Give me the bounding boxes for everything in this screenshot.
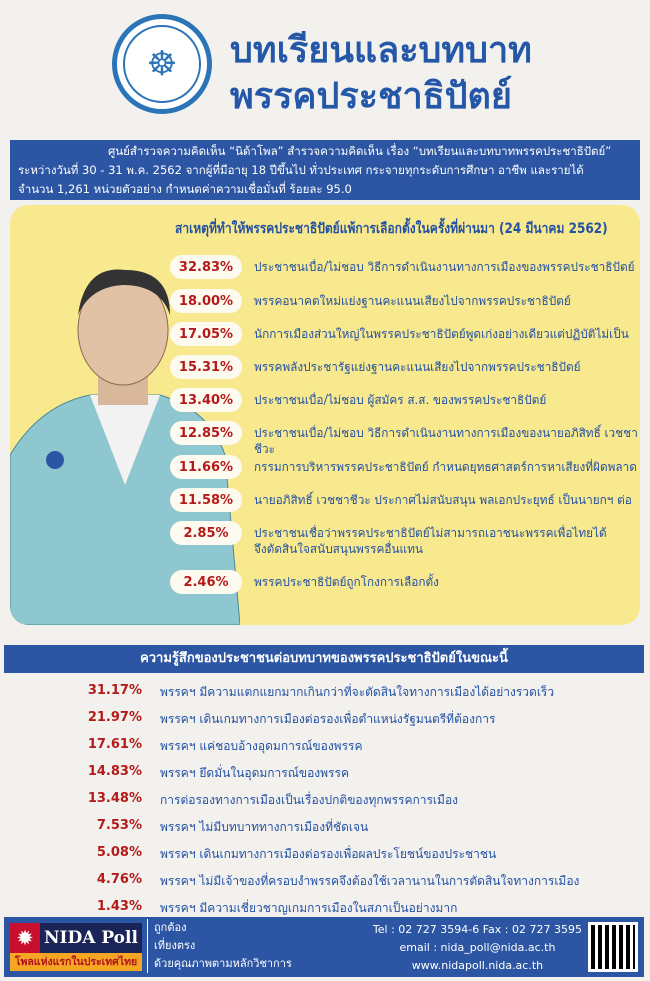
reason-label: ประชาชนเบื่อ/ไม่ชอบ วิธีการดำเนินงานทางการเมืองของนายอภิสิทธิ์ เวชชาชีวะ	[254, 426, 638, 456]
percent-label: 13.40%	[170, 388, 242, 412]
intro-line: ระหว่างวันที่ 30 - 31 พ.ค. 2562 จากผู้ที่มีอายุ 18 ปีขึ้นไป ทั่วประเทศ กระจายทุกระดับการศึกษา อาชีพ และรายได้	[18, 163, 584, 177]
reasons-panel	[10, 205, 640, 625]
reason-label: พรรคพลังประชารัฐแย่งฐานคะแนนเสียงไปจากพรรคประชาธิปัตย์	[254, 360, 581, 374]
website-link[interactable]: www.nidapoll.nida.ac.th	[411, 959, 544, 972]
reason-row	[170, 289, 571, 313]
reason-label: กรรมการบริหารพรรคประชาธิปัตย์ กำหนดยุทธศาสตร์การหาเสียงที่ผิดพลาด	[254, 460, 637, 474]
percent-label: 17.05%	[170, 322, 242, 346]
feeling-label: พรรคฯ ไม่มีเจ้าของที่ครอบงำพรรคจึงต้องใช้เวลานานในการตัดสินใจทางการเมือง	[160, 874, 580, 888]
feeling-label: พรรคฯ มีความแตกแยกมากเกินกว่าที่จะตัดสินใจทางการเมืองได้อย่างรวดเร็ว	[160, 685, 555, 699]
reason-row	[170, 255, 635, 279]
feeling-row	[60, 791, 458, 810]
percent-label: 2.46%	[170, 570, 242, 594]
motto: เที่ยงตรง	[154, 939, 196, 952]
title-line-2: พรรคประชาธิปัตย์	[230, 76, 512, 117]
logo-tagline: โพลแห่งแรกในประเทศไทย	[10, 953, 142, 971]
feeling-label: พรรคฯ ไม่มีบทบาททางการเมืองที่ชัดเจน	[160, 820, 369, 834]
motto: ด้วยคุณภาพตามหลักวิชาการ	[154, 957, 292, 970]
percent-label: 17.61%	[87, 737, 142, 752]
feeling-row	[60, 845, 496, 864]
feeling-row	[60, 737, 363, 756]
reason-row	[170, 322, 629, 346]
logo-text: NIDA Poll	[44, 928, 138, 948]
percent-label: 14.83%	[87, 764, 142, 779]
percent-label: 21.97%	[87, 710, 142, 725]
party-logo	[112, 14, 212, 114]
party-emblem-icon: ☸	[123, 25, 201, 103]
feeling-row	[60, 872, 579, 891]
reason-label: นักการเมืองส่วนใหญ่ในพรรคประชาธิปัตย์พูดเก่งอย่างเดียวแต่ปฏิบัติไม่เป็น	[254, 327, 629, 341]
reason-label: ประชาชนเบื่อ/ไม่ชอบ วิธีการดำเนินงานทางการเมืองของพรรคประชาธิปัตย์	[254, 260, 635, 274]
percent-label: 11.66%	[170, 455, 242, 479]
percent-label: 32.83%	[170, 255, 242, 279]
reason-row	[170, 388, 546, 412]
motto: ถูกต้อง	[154, 921, 187, 934]
survey-intro	[10, 140, 640, 200]
reason-row	[170, 570, 439, 594]
feelings-title: ความรู้สึกของประชาชนต่อบทบาทของพรรคประชาธิปัตย์ในขณะนี้	[4, 645, 644, 673]
percent-label: 1.43%	[96, 899, 142, 914]
reason-row	[170, 455, 637, 479]
reason-row	[170, 521, 614, 557]
qr-code-icon[interactable]	[588, 922, 638, 972]
reason-label: ประชาชนเชื่อว่าพรรคประชาธิปัตย์ไม่สามารถเอาชนะพรรคเพื่อไทยได้ จึงตัดสินใจสนับสนุนพรรคอื่นแทน	[254, 526, 607, 556]
reasons-title: สาเหตุที่ทำให้พรรคประชาธิปัตย์แพ้การเลือกตั้งในครั้งที่ผ่านมา (24 มีนาคม 2562)	[175, 221, 608, 237]
percent-label: 15.31%	[170, 355, 242, 379]
mottos	[147, 919, 292, 973]
feeling-label: พรรคฯ มีความเชี่ยวชาญเกมการเมืองในสภาเป็นอย่างมาก	[160, 901, 458, 915]
feeling-label: พรรคฯ ยึดมั่นในอุดมการณ์ของพรรค	[160, 766, 349, 780]
email-link[interactable]: email : nida_poll@nida.ac.th	[399, 941, 556, 954]
percent-label: 2.85%	[170, 521, 242, 545]
reason-row	[170, 421, 640, 457]
nida-emblem-icon: ✹	[10, 923, 40, 953]
contact-info	[373, 921, 582, 975]
percent-label: 31.17%	[87, 683, 142, 698]
percent-label: 11.58%	[170, 488, 242, 512]
feeling-label: พรรคฯ เดินเกมทางการเมืองต่อรองเพื่อตำแหน่งรัฐมนตรีที่ต้องการ	[160, 712, 496, 726]
reason-label: ประชาชนเบื่อ/ไม่ชอบ ผู้สมัคร ส.ส. ของพรรคประชาธิปัตย์	[254, 393, 547, 407]
intro-line: ศูนย์สำรวจความคิดเห็น “นิด้าโพล” สำรวจความคิดเห็น เรื่อง “บทเรียนและบทบาทพรรคประชาธิปัตย์”	[108, 144, 612, 158]
feeling-row	[60, 764, 349, 783]
feeling-label: พรรคฯ แค่ชอบอ้างอุดมการณ์ของพรรค	[160, 739, 363, 753]
phone-fax: Tel : 02 727 3594-6 Fax : 02 727 3595	[372, 923, 582, 936]
title-line-1: บทเรียนและบทบาท	[230, 30, 532, 71]
percent-label: 7.53%	[96, 818, 142, 833]
page-title	[230, 28, 532, 120]
percent-label: 5.08%	[96, 845, 142, 860]
feeling-label: การต่อรองทางการเมืองเป็นเรื่องปกติของทุกพรรคการเมือง	[160, 793, 459, 807]
feeling-row	[60, 899, 457, 918]
intro-line: จำนวน 1,261 หน่วยตัวอย่าง กำหนดค่าความเชื่อมั่นที่ ร้อยละ 95.0	[18, 182, 352, 196]
feeling-label: พรรคฯ เดินเกมทางการเมืองต่อรองเพื่อผลประโยชน์ของประชาชน	[160, 847, 497, 861]
reason-row	[170, 355, 581, 379]
feeling-row	[60, 683, 554, 702]
percent-label: 18.00%	[170, 289, 242, 313]
reason-row	[170, 488, 632, 512]
percent-label: 12.85%	[170, 421, 242, 445]
percent-label: 4.76%	[96, 872, 142, 887]
reason-label: พรรคอนาคตใหม่แย่งฐานคะแนนเสียงไปจากพรรคประชาธิปัตย์	[254, 294, 571, 308]
reason-label: พรรคประชาธิปัตย์ถูกโกงการเลือกตั้ง	[254, 575, 439, 589]
footer	[4, 917, 644, 977]
reason-label: นายอภิสิทธิ์ เวชชาชีวะ ประกาศไม่สนับสนุน พลเอกประยุทธ์ เป็นนายกฯ ต่อ	[254, 493, 632, 507]
nida-poll-logo	[10, 923, 142, 971]
percent-label: 13.48%	[87, 791, 142, 806]
feeling-row	[60, 710, 495, 729]
feeling-row	[60, 818, 368, 837]
